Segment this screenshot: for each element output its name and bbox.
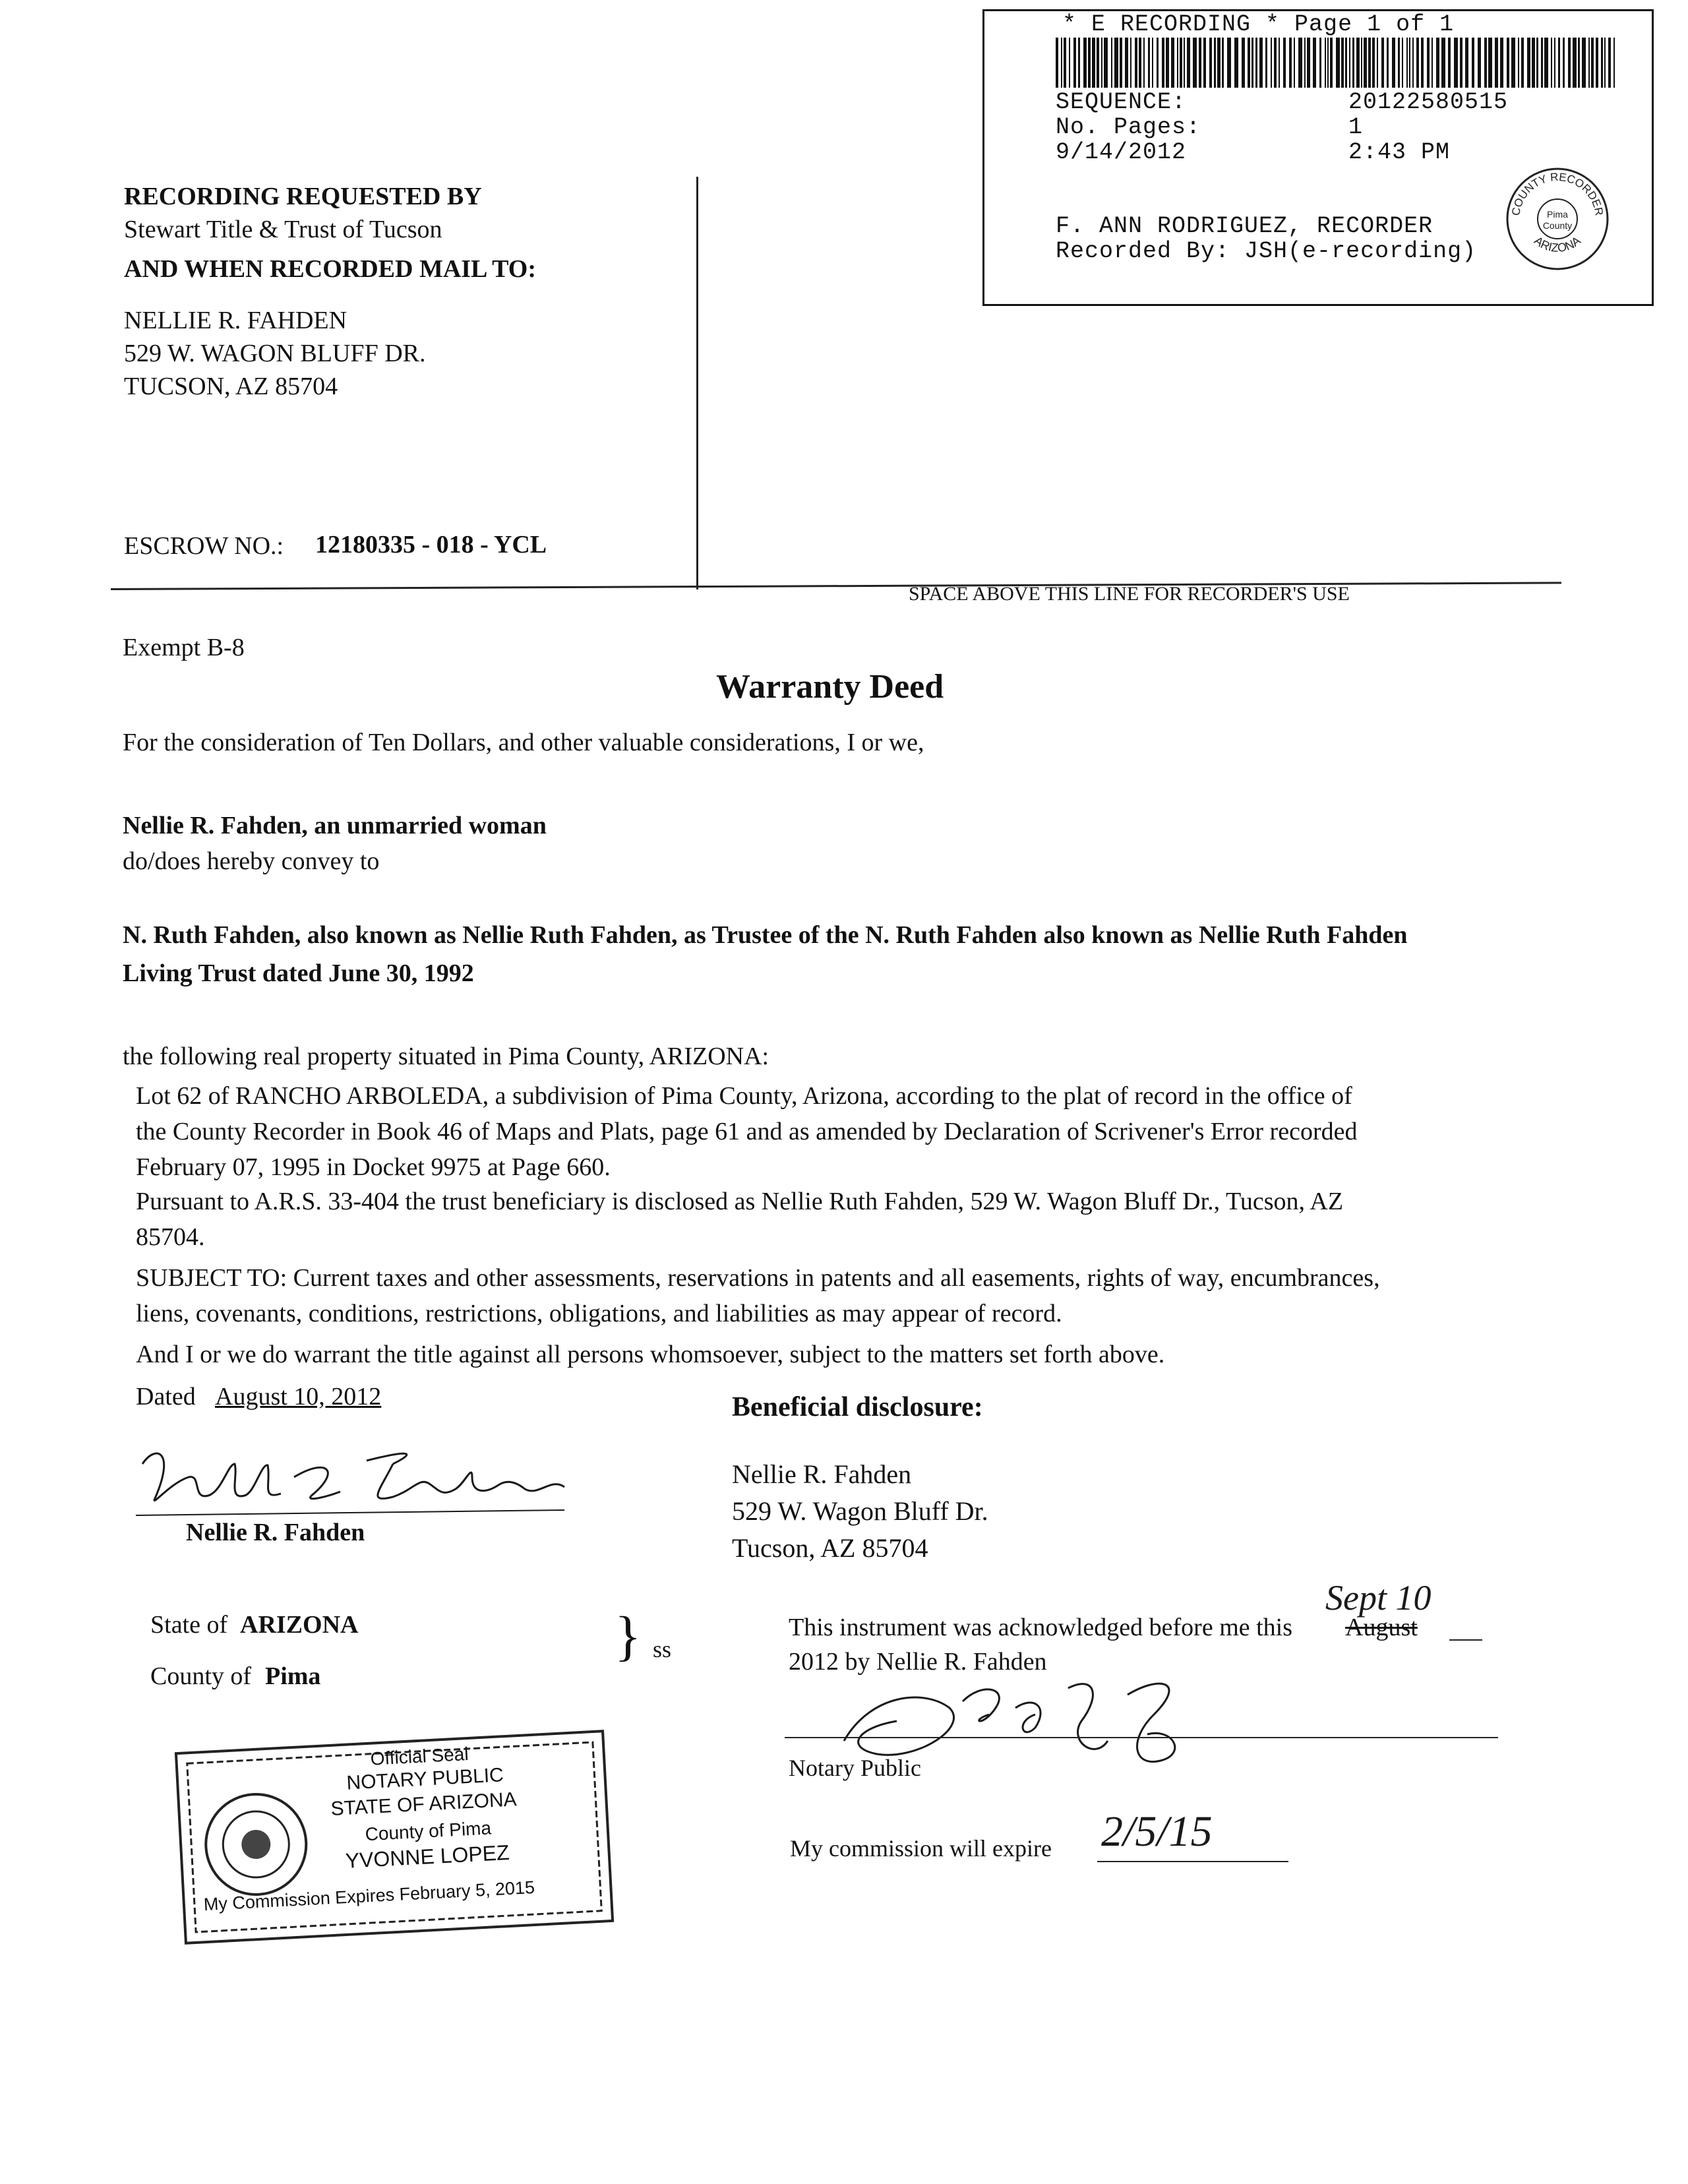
barcode-bar bbox=[1361, 38, 1362, 88]
barcode-bar bbox=[1341, 38, 1344, 88]
barcode-bar bbox=[1381, 38, 1384, 88]
barcode-bar bbox=[1104, 38, 1108, 88]
ack-blank-line bbox=[1449, 1639, 1482, 1641]
barcode-bar bbox=[1421, 38, 1424, 88]
property-intro: the following real property situated in Pima County, ARIZONA: bbox=[123, 1043, 769, 1070]
seal-center-1: Pima bbox=[1547, 209, 1568, 220]
barcode-bar bbox=[1427, 38, 1430, 88]
beneficiary-name: Nellie R. Fahden bbox=[732, 1459, 912, 1489]
barcode-bar bbox=[1114, 38, 1118, 88]
sequence-value: 20122580515 bbox=[1348, 89, 1509, 115]
barcode-bar bbox=[1289, 38, 1292, 88]
barcode-bar bbox=[1217, 38, 1221, 88]
exempt-code: Exempt B-8 bbox=[123, 634, 245, 661]
barcode-bar bbox=[1319, 38, 1321, 88]
beneficial-disclosure-heading: Beneficial disclosure: bbox=[732, 1392, 983, 1422]
barcode-bar bbox=[1582, 38, 1586, 88]
barcode-bar bbox=[1578, 38, 1580, 88]
barcode-bar bbox=[1398, 38, 1400, 88]
mail-to-street: 529 W. WAGON BLUFF DR. bbox=[124, 340, 426, 367]
barcode-bar bbox=[1056, 38, 1058, 88]
stamp-line-5: YVONNE LOPEZ bbox=[344, 1840, 510, 1873]
barcode-bar bbox=[1298, 38, 1302, 88]
barcode-bar bbox=[1541, 38, 1543, 88]
recorded-by: Recorded By: JSH(e-recording) bbox=[1056, 238, 1477, 264]
svg-text:ARIZONA bbox=[1532, 234, 1583, 255]
barcode-bar bbox=[1180, 38, 1182, 88]
record-time: 2:43 PM bbox=[1348, 139, 1451, 166]
consideration-text: For the consideration of Ten Dollars, and other valuable considerations, I or we, bbox=[123, 729, 924, 756]
seal-center-2: County bbox=[1542, 220, 1573, 231]
state-value: ARIZONA bbox=[240, 1611, 359, 1639]
barcode-bar bbox=[1484, 38, 1487, 88]
barcode-bar bbox=[1187, 38, 1190, 88]
notary-signature-line bbox=[785, 1737, 1498, 1738]
stamp-line-3: STATE OF ARIZONA bbox=[330, 1788, 518, 1820]
barcode-bar bbox=[1177, 38, 1178, 88]
vertical-divider bbox=[696, 177, 698, 590]
barcode-bar bbox=[1078, 38, 1080, 88]
barcode-bar bbox=[1101, 38, 1102, 88]
barcode-bar bbox=[1454, 38, 1458, 88]
barcode-bar bbox=[1364, 38, 1367, 88]
stamp-line-2: NOTARY PUBLIC bbox=[346, 1764, 504, 1794]
barcode-bar bbox=[1402, 38, 1403, 88]
barcode-bar bbox=[1521, 38, 1524, 88]
grantee-line-1: N. Ruth Fahden, also known as Nellie Ruth Fahden, as Trustee of the N. Ruth Fahden also known as Nellie Ruth Fahden bbox=[123, 921, 1408, 949]
barcode-bar bbox=[1608, 38, 1611, 88]
barcode-bar bbox=[1088, 38, 1091, 88]
barcode-bar bbox=[1448, 38, 1451, 88]
mail-to-city: TUCSON, AZ 85704 bbox=[124, 373, 338, 400]
barcode-bar bbox=[1092, 38, 1095, 88]
barcode-bar bbox=[1596, 38, 1598, 88]
county-label: County of bbox=[150, 1662, 252, 1690]
dated-value: August 10, 2012 bbox=[215, 1383, 382, 1410]
barcode-bar bbox=[1478, 38, 1481, 88]
state-label: State of bbox=[150, 1611, 228, 1639]
barcode-bar bbox=[1125, 38, 1128, 88]
recording-requested-by: RECORDING REQUESTED BY bbox=[124, 183, 482, 210]
barcode-bar bbox=[1171, 38, 1174, 88]
barcode-bar bbox=[1064, 38, 1066, 88]
barcode-bar bbox=[1294, 38, 1295, 88]
pages-value: 1 bbox=[1348, 114, 1364, 140]
commission-label: My commission will expire bbox=[790, 1835, 1052, 1862]
document-title: Warranty Deed bbox=[716, 668, 944, 706]
barcode-bar bbox=[1406, 38, 1408, 88]
barcode-bar bbox=[1222, 38, 1224, 88]
barcode-bar bbox=[1536, 38, 1538, 88]
barcode-bar bbox=[1120, 38, 1122, 88]
escrow-label: ESCROW NO.: bbox=[124, 532, 284, 560]
beneficiary-street: 529 W. Wagon Bluff Dr. bbox=[732, 1496, 988, 1526]
mail-to-name: NELLIE R. FAHDEN bbox=[124, 307, 347, 334]
barcode bbox=[1056, 38, 1615, 88]
barcode-bar bbox=[1255, 38, 1257, 88]
venue-ss: ss bbox=[653, 1636, 672, 1662]
barcode-bar bbox=[1274, 38, 1277, 88]
barcode-bar bbox=[1532, 38, 1535, 88]
barcode-bar bbox=[1111, 38, 1112, 88]
grantor-signature bbox=[129, 1438, 578, 1523]
barcode-bar bbox=[1604, 38, 1606, 88]
barcode-bar bbox=[1416, 38, 1419, 88]
barcode-bar bbox=[1500, 38, 1503, 88]
barcode-bar bbox=[1352, 38, 1354, 88]
barcode-bar bbox=[1544, 38, 1548, 88]
barcode-bar bbox=[1563, 38, 1565, 88]
pursuant-line-2: 85704. bbox=[136, 1223, 205, 1251]
barcode-bar bbox=[1271, 38, 1272, 88]
barcode-bar bbox=[1356, 38, 1360, 88]
barcode-bar bbox=[1465, 38, 1468, 88]
barcode-bar bbox=[1234, 38, 1238, 88]
barcode-bar bbox=[1588, 38, 1590, 88]
barcode-bar bbox=[1527, 38, 1530, 88]
barcode-bar bbox=[1432, 38, 1433, 88]
barcode-bar bbox=[1265, 38, 1267, 88]
barcode-bar bbox=[1214, 38, 1216, 88]
barcode-bar bbox=[1283, 38, 1286, 88]
grantee-line-2: Living Trust dated June 30, 1992 bbox=[123, 959, 474, 987]
beneficiary-city: Tucson, AZ 85704 bbox=[732, 1533, 928, 1563]
barcode-bar bbox=[1511, 38, 1515, 88]
legal-description-line-1: Lot 62 of RANCHO ARBOLEDA, a subdivision of Pima County, Arizona, according to the plat of record in the office of bbox=[136, 1082, 1352, 1110]
seal-bottom-text: ARIZONA bbox=[1532, 233, 1583, 255]
barcode-bar bbox=[1507, 38, 1509, 88]
barcode-bar bbox=[1097, 38, 1099, 88]
barcode-bar bbox=[1518, 38, 1519, 88]
barcode-bar bbox=[1157, 38, 1159, 88]
legal-description-line-3: February 07, 1995 in Docket 9975 at Page 660. bbox=[136, 1153, 611, 1181]
barcode-bar bbox=[1591, 38, 1594, 88]
barcode-bar bbox=[1248, 38, 1250, 88]
barcode-bar bbox=[1392, 38, 1395, 88]
barcode-bar bbox=[1307, 38, 1310, 88]
barcode-bar bbox=[1242, 38, 1245, 88]
ack-struck-month: August bbox=[1345, 1614, 1418, 1641]
barcode-bar bbox=[1279, 38, 1280, 88]
pages-label: No. Pages: bbox=[1056, 114, 1201, 140]
barcode-bar bbox=[1193, 38, 1197, 88]
barcode-bar bbox=[1313, 38, 1316, 88]
escrow-number: 12180335 - 018 - YCL bbox=[315, 531, 547, 559]
recorder-name: F. ANN RODRIGUEZ, RECORDER bbox=[1056, 213, 1433, 239]
barcode-bar bbox=[1368, 38, 1371, 88]
barcode-bar bbox=[1495, 38, 1498, 88]
barcode-bar bbox=[1436, 38, 1439, 88]
stamp-line-6: My Commission Expires February 5, 2015 bbox=[203, 1877, 535, 1915]
barcode-bar bbox=[1472, 38, 1474, 88]
barcode-bar bbox=[1203, 38, 1206, 88]
recording-header: * E RECORDING * Page 1 of 1 bbox=[1062, 11, 1455, 38]
barcode-bar bbox=[1551, 38, 1552, 88]
venue-brace: } bbox=[615, 1606, 642, 1667]
barcode-bar bbox=[1143, 38, 1145, 88]
barcode-bar bbox=[1372, 38, 1375, 88]
barcode-bar bbox=[1162, 38, 1164, 88]
stamp-line-4: County of Pima bbox=[364, 1817, 492, 1845]
barcode-bar bbox=[1130, 38, 1131, 88]
barcode-bar bbox=[1069, 38, 1070, 88]
barcode-bar bbox=[1377, 38, 1378, 88]
requester-company: Stewart Title & Trust of Tucson bbox=[124, 216, 442, 243]
convey-text: do/does hereby convey to bbox=[123, 847, 380, 875]
barcode-bar bbox=[1345, 38, 1347, 88]
barcode-bar bbox=[1387, 38, 1389, 88]
barcode-bar bbox=[1304, 38, 1306, 88]
dated-label: Dated bbox=[136, 1383, 196, 1410]
barcode-bar bbox=[1441, 38, 1445, 88]
barcode-bar bbox=[1199, 38, 1201, 88]
warrant-text: And I or we do warrant the title against all persons whomsoever, subject to the matters set forth above. bbox=[136, 1341, 1165, 1368]
barcode-bar bbox=[1568, 38, 1571, 88]
legal-description-line-2: the County Recorder in Book 46 of Maps and Plats, page 61 and as amended by Declaration of Scrivener's Error recorded bbox=[136, 1118, 1358, 1145]
notary-public-label: Notary Public bbox=[789, 1755, 921, 1781]
barcode-bar bbox=[1061, 38, 1062, 88]
space-above-note: SPACE ABOVE THIS LINE FOR RECORDER'S USE bbox=[909, 583, 1350, 605]
barcode-bar bbox=[1135, 38, 1137, 88]
barcode-bar bbox=[1327, 38, 1329, 88]
commission-expiry: 2/5/15 bbox=[1101, 1807, 1213, 1856]
barcode-bar bbox=[1613, 38, 1615, 88]
notary-seal-stamp bbox=[172, 1727, 617, 1947]
barcode-bar bbox=[1488, 38, 1492, 88]
pursuant-line-1: Pursuant to A.R.S. 33-404 the trust beneficiary is disclosed as Nellie Ruth Fahden, 529 W. Wagon Bluff Dr., Tucson, AZ bbox=[136, 1188, 1344, 1215]
handwritten-ack-date: Sept 10 bbox=[1325, 1578, 1432, 1618]
barcode-bar bbox=[1330, 38, 1333, 88]
sequence-label: SEQUENCE: bbox=[1056, 89, 1187, 115]
county-recorder-seal bbox=[1505, 166, 1610, 272]
seal-top-text: COUNTY RECORDER bbox=[1509, 170, 1606, 217]
barcode-bar bbox=[1336, 38, 1340, 88]
barcode-bar bbox=[1073, 38, 1076, 88]
barcode-bar bbox=[1152, 38, 1153, 88]
barcode-bar bbox=[1460, 38, 1462, 88]
ack-line-2: 2012 by Nellie R. Fahden bbox=[789, 1648, 1047, 1676]
barcode-bar bbox=[1412, 38, 1414, 88]
record-date: 9/14/2012 bbox=[1056, 139, 1187, 166]
grantor-signature-name: Nellie R. Fahden bbox=[186, 1519, 365, 1546]
barcode-bar bbox=[1139, 38, 1141, 88]
commission-line bbox=[1097, 1861, 1288, 1862]
barcode-bar bbox=[1166, 38, 1169, 88]
barcode-bar bbox=[1209, 38, 1212, 88]
subject-to-line-2: liens, covenants, conditions, restrictions, obligations, and liabilities as may appear of record. bbox=[136, 1300, 1062, 1327]
barcode-bar bbox=[1184, 38, 1185, 88]
barcode-bar bbox=[1083, 38, 1087, 88]
barcode-bar bbox=[1601, 38, 1603, 88]
barcode-bar bbox=[1259, 38, 1263, 88]
ack-line-1: This instrument was acknowledged before me this bbox=[789, 1614, 1293, 1641]
barcode-bar bbox=[1409, 38, 1410, 88]
barcode-bar bbox=[1558, 38, 1560, 88]
barcode-bar bbox=[1573, 38, 1577, 88]
barcode-bar bbox=[1325, 38, 1326, 88]
mail-to-label: AND WHEN RECORDED MAIL TO: bbox=[124, 255, 536, 283]
barcode-bar bbox=[1554, 38, 1555, 88]
barcode-bar bbox=[1227, 38, 1231, 88]
barcode-bar bbox=[1349, 38, 1350, 88]
subject-to-line-1: SUBJECT TO: Current taxes and other assessments, reservations in patents and all easements, rights of way, encumbrances, bbox=[136, 1264, 1380, 1292]
county-value: Pima bbox=[265, 1662, 321, 1690]
barcode-bar bbox=[1148, 38, 1150, 88]
grantor-name: Nellie R. Fahden, an unmarried woman bbox=[123, 812, 547, 839]
stamp-line-1: Official Seal bbox=[369, 1743, 469, 1769]
barcode-bar bbox=[1251, 38, 1253, 88]
